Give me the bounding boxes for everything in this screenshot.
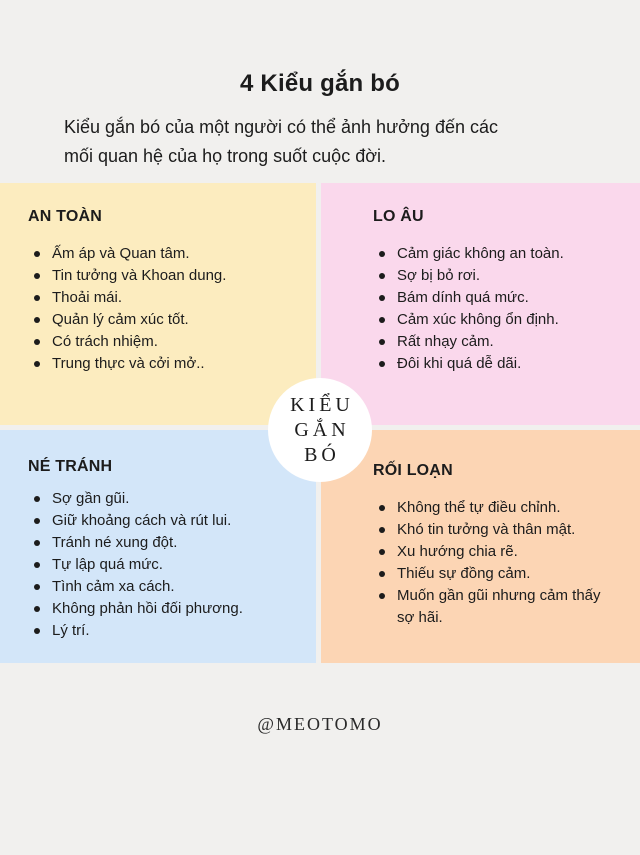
page-subtitle <box>64 113 564 171</box>
list-item: Tự lập quá mức. <box>28 554 312 576</box>
quadrant-list-avoidant <box>28 488 312 642</box>
quadrant-title-avoidant: NÉ TRÁNH <box>28 458 113 475</box>
list-item: Giữ khoảng cách và rút lui. <box>28 510 312 532</box>
quadrant-list-anxious <box>373 243 635 375</box>
list-item: Muốn gần gũi nhưng cảm thấy sợ hãi. <box>373 585 619 629</box>
list-item: Lý trí. <box>28 620 312 642</box>
quadrant-list-disorganized <box>373 497 619 629</box>
center-badge <box>268 378 372 482</box>
center-line-1: KIỂU <box>290 393 354 416</box>
list-item: Thiếu sự đồng cảm. <box>373 563 619 585</box>
list-item: Có trách nhiệm. <box>28 331 308 353</box>
list-item: Khó tin tưởng và thân mật. <box>373 519 619 541</box>
list-item: Tin tưởng và Khoan dung. <box>28 265 308 287</box>
quadrant-title-disorganized: RỐI LOẠN <box>373 462 453 479</box>
list-item: Đôi khi quá dễ dãi. <box>373 353 635 375</box>
page-title: 4 Kiểu gắn bó <box>240 70 400 97</box>
list-item: Tránh né xung đột. <box>28 532 312 554</box>
subtitle-line-2: mối quan hệ của họ trong suốt cuộc đời. <box>64 146 387 166</box>
list-item: Cảm giác không an toàn. <box>373 243 635 265</box>
center-badge-text <box>290 393 354 468</box>
list-item: Thoải mái. <box>28 287 308 309</box>
quadrant-title-secure: AN TOÀN <box>28 208 102 225</box>
quadrant-list-secure <box>28 243 308 375</box>
list-item: Ấm áp và Quan tâm. <box>28 243 308 265</box>
list-item: Bám dính quá mức. <box>373 287 635 309</box>
subtitle-line-1: Kiểu gắn bó của một người có thể ảnh hưởng đến các <box>64 117 498 137</box>
list-item: Không thể tự điều chỉnh. <box>373 497 619 519</box>
quadrant-avoidant <box>0 430 316 663</box>
list-item: Không phản hồi đối phương. <box>28 598 312 620</box>
list-item: Sợ gần gũi. <box>28 488 312 510</box>
quadrant-secure <box>0 183 316 425</box>
list-item: Xu hướng chia rẽ. <box>373 541 619 563</box>
footer-handle: @MEOTOMO <box>257 714 383 734</box>
center-line-3: BÓ <box>304 443 340 466</box>
list-item: Rất nhạy cảm. <box>373 331 635 353</box>
list-item: Quản lý cảm xúc tốt. <box>28 309 308 331</box>
quadrant-disorganized <box>321 430 640 663</box>
list-item: Tình cảm xa cách. <box>28 576 312 598</box>
quadrant-anxious <box>321 183 640 425</box>
quadrant-title-anxious: LO ÂU <box>373 208 424 225</box>
list-item: Trung thực và cởi mở.. <box>28 353 308 375</box>
list-item: Sợ bị bỏ rơi. <box>373 265 635 287</box>
center-line-2: GẮN <box>294 418 350 441</box>
list-item: Cảm xúc không ổn định. <box>373 309 635 331</box>
